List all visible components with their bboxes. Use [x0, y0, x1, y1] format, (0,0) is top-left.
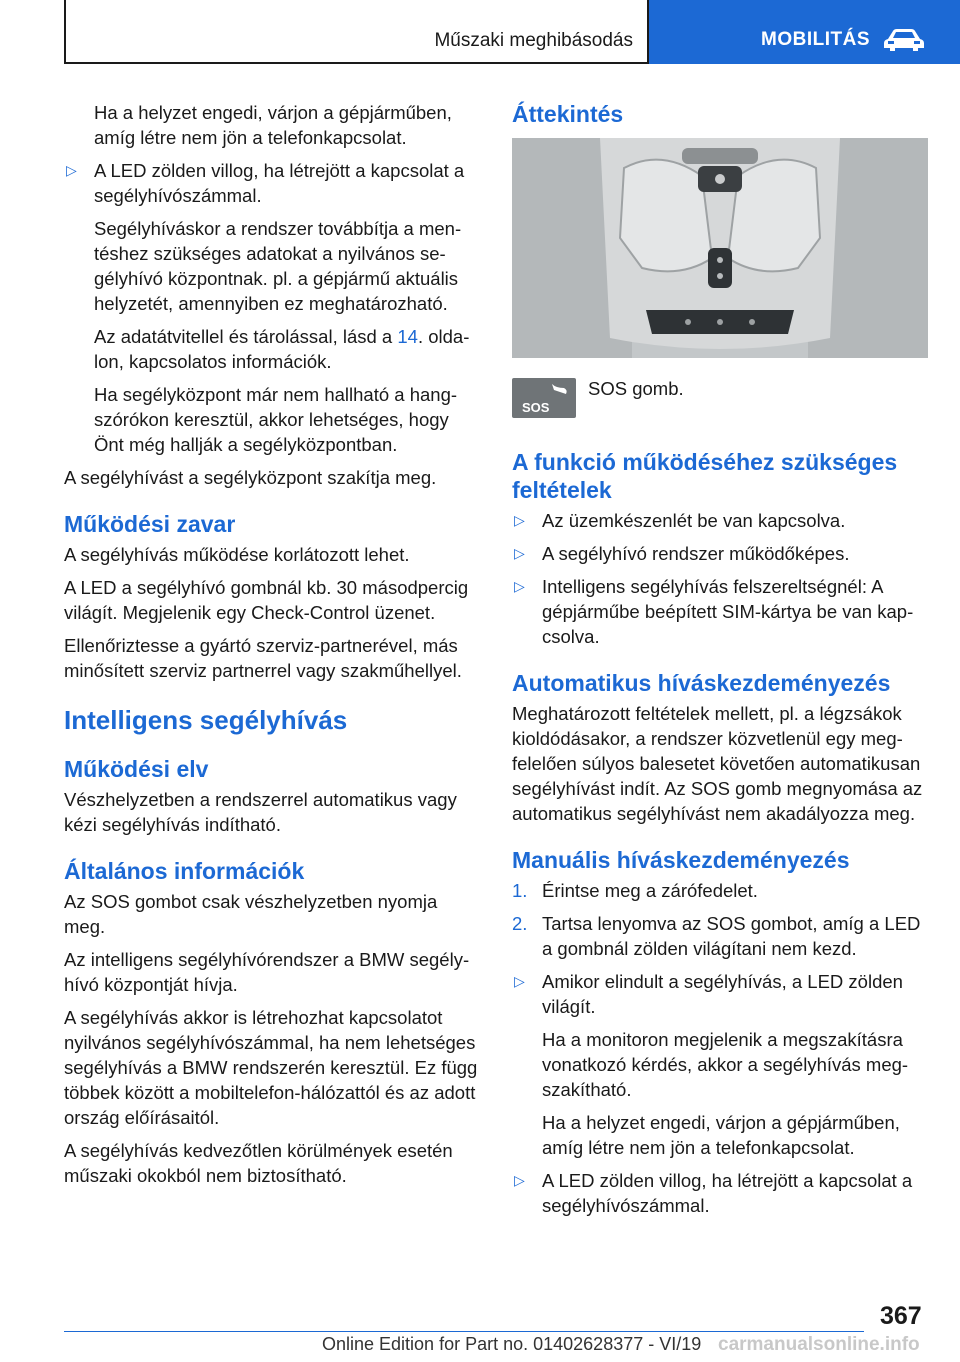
overhead-console-illustration [512, 138, 928, 358]
step-number: 1. [512, 880, 528, 901]
numbered-step [512, 878, 928, 903]
paragraph: Ha segélyközpont már nem hallható a hangszórókon keresztül, akkor lehetséges, hogy Önt még hallják a segélyközpontban. [94, 384, 458, 455]
page-number: 367 [880, 1302, 922, 1330]
header-section-box [64, 0, 649, 64]
right-column [512, 100, 928, 1226]
heading-overview: Áttekintés [512, 101, 624, 127]
footer-rule [64, 1331, 864, 1332]
bullet-item [512, 969, 928, 1019]
heading-intelligent-call: Intelligens segélyhívás [64, 705, 348, 735]
bullet-marker: ▷ [514, 578, 525, 594]
bullet-item [64, 158, 480, 208]
header-section-title: Műszaki meghibásodás [434, 30, 633, 51]
paragraph: Az intelligens segélyhívórendszer a BMW segélyhívó központját hívja. [64, 949, 470, 995]
heading-requirements: A funkció működéséhez szükséges feltételek [512, 449, 898, 503]
paragraph: Ellenőriztesse a gyártó szerviz-partnerével, más minősített szerviz partnerrel vagy szakműhellyel. [64, 635, 462, 681]
paragraph: Meghatározott feltételek mellett, pl. a légzsákok kioldódásakor, a rendszer közvetlenül egy megfelelően súlyos balesetet követően automatikusan segélyhívást indít. Az SOS gomb megnyomása az automatikus segélyhívást nem akadályozza meg. [512, 703, 923, 824]
step-number: 2. [512, 913, 528, 934]
bullet-text: Amikor elindult a segélyhívás, a LED zölden világít. [542, 971, 903, 1017]
header-chapter-tab[interactable] [649, 0, 960, 64]
paragraph: Vészhelyzetben a rendszerrel automatikus vagy kézi segélyhívás indítható. [64, 789, 457, 835]
step-text: Tartsa lenyomva az SOS gombot, amíg a LED a gombnál zölden világítani nem kezd. [542, 913, 921, 959]
bullet-text: A LED zölden villog, ha létrejött a kapcsolat a segélyhívószámmal. [94, 160, 465, 206]
bullet-marker: ▷ [66, 162, 77, 178]
footer-edition: Online Edition for Part no. 01402628377 - VI/19 [322, 1334, 702, 1354]
overhead-console-photo [512, 138, 928, 358]
step-text: Érintse meg a zárófedelet. [542, 880, 758, 901]
bullet-text: A segélyhívó rendszer működőképes. [542, 543, 850, 564]
paragraph: A segélyhívás kedvezőtlen körülmények esetén műszaki okokból nem biztosítható. [64, 1140, 453, 1186]
paragraph: A LED a segélyhívó gombnál kb. 30 másodpercig világít. Megjelenik egy Check-Control üzenet. [64, 577, 469, 623]
paragraph: A segélyhívás működése korlátozott lehet. [64, 544, 410, 565]
paragraph: A segélyhívást a segélyközpont szakítja meg. [64, 467, 437, 488]
paragraph: Ha a helyzet engedi, várjon a gépjárműben, amíg létre nem jön a telefonkapcsolat. [542, 1112, 900, 1158]
paragraph-with-link: Az adatátvitellel és tárolással, lásd a 14. oldalon, kapcsolatos információk. [94, 326, 470, 372]
paragraph: Az SOS gombot csak vészhelyzetben nyomja meg. [64, 891, 438, 937]
bullet-text: A LED zölden villog, ha létrejött a kapcsolat a segélyhívószámmal. [542, 1170, 913, 1216]
bullet-item [512, 574, 928, 649]
heading-fault: Működési zavar [64, 511, 236, 537]
left-column [64, 100, 480, 1196]
heading-manual-call: Manuális híváskezdeményezés [512, 847, 850, 873]
bullet-item [512, 508, 928, 533]
sos-button-icon: SOS [512, 378, 576, 418]
car-icon [882, 27, 926, 53]
paragraph: Ha a monitoron megjelenik a megszakításra vonatkozó kérdés, akkor a segélyhívás megszakítható. [542, 1029, 909, 1100]
bullet-marker: ▷ [514, 1172, 525, 1188]
paragraph: Segélyhíváskor a rendszer továbbítja a mentéshez szükséges adatokat a nyilvános segélyhívó központnak. pl. a gépjármű aktuális helyzetét, amennyiben ez meghatározható. [94, 218, 462, 314]
paragraph: A segélyhívás akkor is létrehozhat kapcsolatot nyilvános segélyhívószámmal, ha nem lehetséges segélyhívás a BMW rendszerén keresztül. Ez függ többek között a mobiltelefon-hálózattól és az adott ország előírásaitól. [64, 1007, 478, 1128]
heading-general-info: Általános információk [64, 858, 305, 884]
bullet-marker: ▷ [514, 545, 525, 561]
bullet-item [512, 541, 928, 566]
bullet-marker: ▷ [514, 512, 525, 528]
heading-auto-call: Automatikus híváskezdeményezés [512, 670, 891, 696]
header-chapter-title: MOBILITÁS [761, 29, 870, 50]
bullet-text: Az üzemkészenlét be van kapcsolva. [542, 510, 846, 531]
bullet-text: Intelligens segélyhívás felszereltségnél: A gépjárműbe beépített SIM-kártya be van kapcsolva. [542, 576, 914, 647]
numbered-step [512, 911, 928, 961]
sos-caption: SOS gomb. [588, 378, 684, 399]
watermark: carmanualsonline.info [718, 1334, 920, 1355]
sos-button-legend [512, 378, 928, 428]
paragraph: Ha a helyzet engedi, várjon a gépjárműben, amíg létre nem jön a telefonkapcsolat. [94, 102, 452, 148]
bullet-item [512, 1168, 928, 1218]
bullet-marker: ▷ [514, 973, 525, 989]
heading-principle: Működési elv [64, 756, 209, 782]
page-link[interactable]: 14 [397, 326, 418, 347]
